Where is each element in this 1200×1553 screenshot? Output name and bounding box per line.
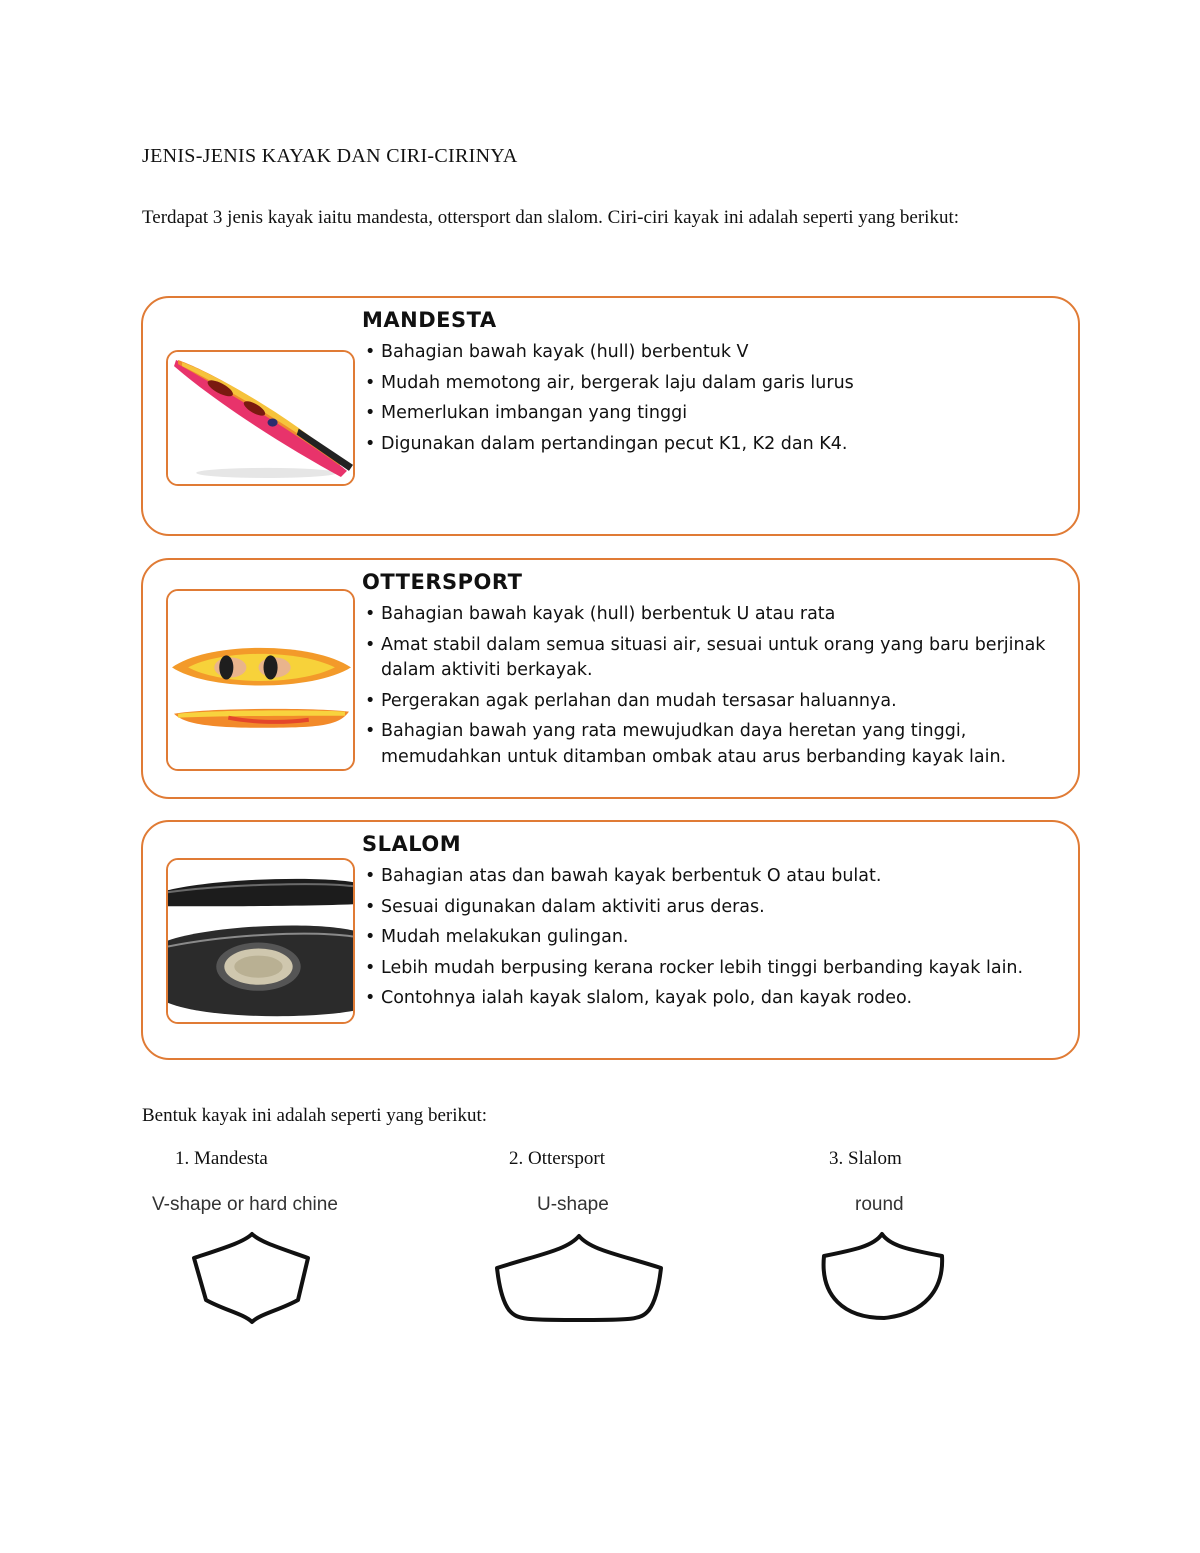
slalom-kayak-photo xyxy=(166,858,355,1024)
kayak-card-mandesta xyxy=(141,296,1080,536)
card-title-mandesta: MANDESTA xyxy=(362,308,497,332)
shape-caption: round xyxy=(855,1194,904,1215)
hull-shape-mandesta xyxy=(142,1148,462,1215)
kayak-card-ottersport xyxy=(141,558,1080,799)
slalom-feature-list xyxy=(362,864,1070,1012)
ottersport-kayak-photo xyxy=(166,589,355,771)
list-item: • Lebih mudah berpusing kerana rocker lebih tinggi berbanding kayak lain. xyxy=(362,956,1070,982)
list-item: • Pergerakan agak perlahan dan mudah tersasar haluannya. xyxy=(362,689,1070,715)
kayak-card-slalom xyxy=(141,820,1080,1060)
shape-label: 1. Mandesta xyxy=(175,1148,268,1169)
mandesta-feature-list xyxy=(362,340,1070,457)
intro-paragraph: Terdapat 3 jenis kayak iaitu mandesta, ottersport dan slalom. Ciri-ciri kayak ini adalah seperti yang berikut: xyxy=(142,207,959,228)
list-item: • Digunakan dalam pertandingan pecut K1, K2 dan K4. xyxy=(362,432,1070,458)
list-item: • Memerlukan imbangan yang tinggi xyxy=(362,401,1070,427)
page-heading: JENIS-JENIS KAYAK DAN CIRI-CIRINYA xyxy=(142,145,518,167)
card-title-slalom: SLALOM xyxy=(362,832,462,856)
card-title-ottersport: OTTERSPORT xyxy=(362,570,523,594)
ottersport-feature-list xyxy=(362,602,1070,770)
mandesta-kayak-photo xyxy=(166,350,355,486)
list-item: • Bahagian bawah yang rata mewujudkan daya heretan yang tinggi, memudahkan untuk ditamban ombak atau arus berbanding kayak lain. xyxy=(362,719,1070,770)
list-item: • Bahagian atas dan bawah kayak berbentuk O atau bulat. xyxy=(362,864,1070,890)
shape-label: 3. Slalom xyxy=(829,1148,902,1169)
v-hull-shape-icon xyxy=(188,1226,314,1326)
list-item: • Bahagian bawah kayak (hull) berbentuk V xyxy=(362,340,1070,366)
hull-shape-ottersport xyxy=(477,1148,797,1215)
round-hull-shape-icon xyxy=(818,1226,948,1326)
list-item: • Contohnya ialah kayak slalom, kayak polo, dan kayak rodeo. xyxy=(362,986,1070,1012)
u-hull-shape-icon xyxy=(491,1226,667,1326)
list-item: • Sesuai digunakan dalam aktiviti arus deras. xyxy=(362,895,1070,921)
hull-shape-slalom xyxy=(800,1148,1120,1215)
shape-label: 2. Ottersport xyxy=(509,1148,606,1169)
list-item: • Mudah melakukan gulingan. xyxy=(362,925,1070,951)
list-item: • Bahagian bawah kayak (hull) berbentuk U atau rata xyxy=(362,602,1070,628)
list-item: • Mudah memotong air, bergerak laju dalam garis lurus xyxy=(362,371,1070,397)
shapes-intro: Bentuk kayak ini adalah seperti yang berikut: xyxy=(142,1105,488,1126)
shape-caption: U-shape xyxy=(537,1194,609,1215)
list-item: • Amat stabil dalam semua situasi air, sesuai untuk orang yang baru berjinak dalam aktiviti berkayak. xyxy=(362,633,1070,684)
shape-caption: V-shape or hard chine xyxy=(152,1194,338,1215)
